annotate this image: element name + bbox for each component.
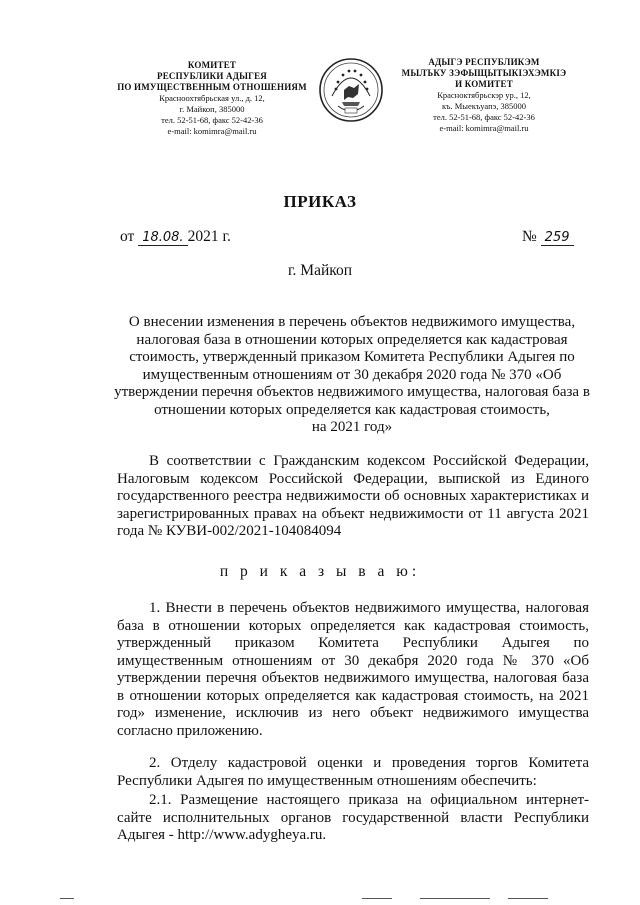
number-prefix: № [522, 228, 537, 245]
footer-artifact-line [362, 898, 392, 899]
footer-artifact-line [508, 898, 548, 899]
order-word: п р и к а з ы в а ю: [219, 563, 421, 580]
org-name-line2: РЕСПУБЛИКИ АДЫГЕЯ [157, 71, 267, 81]
org-name-adyghe-line3: И КОМИТЕТ [455, 79, 513, 89]
header-left-block [108, 60, 316, 137]
header-right-block [396, 57, 572, 134]
subject-line: налоговая база в отношении которых определяется как кадастровая [136, 331, 568, 348]
footer-artifact-line [60, 898, 74, 899]
document-number [522, 228, 574, 246]
footer-artifact-line [420, 898, 490, 899]
item-2-1-paragraph: 2.1. Размещение настоящего приказа на официальном интернет-сайте исполнительных органов государственной власти Республики Адыгея - http://www.adygheya.ru. [117, 792, 589, 843]
item-1-paragraph: 1. Внести в перечень объектов недвижимого имущества, налоговая база в отношении которых определяется как кадастровая стоимость, утвержденный приказом Комитета Республики Адыгея по имущественным отношениям от 30 декабря 2020 года № 370 «Об утверждении перечня объектов недвижимого имущества, налоговая база в отношении которых определяется как кадастровая стоимость, на 2021 год» изменение, исключив из него объект недвижимого имущества согласно приложению. [117, 600, 589, 739]
date-prefix: от [120, 228, 135, 245]
org-name-line3: ПО ИМУЩЕСТВЕННЫМ ОТНОШЕНИЯМ [117, 82, 307, 92]
org-address-adyghe: Красноктябрьскэр ур., 12, [437, 90, 531, 100]
org-email-adyghe: e-mail: komimra@mail.ru [439, 123, 529, 133]
preamble-paragraph [117, 453, 589, 541]
preamble-text: В соответствии с Гражданским кодексом Российской Федерации, Налоговым кодексом Российской Федерации, выпиской из Единого государственного реестра недвижимости об основных характеристиках и зарегистрированных правах на объект недвижимости от 11 августа 2021 года № КУВИ-002/2021-104084094 [117, 453, 589, 539]
org-city: г. Майкоп, 385000 [179, 104, 245, 114]
org-name-adyghe-line2: МЫЛЪКУ ЗЭФЫЩЫТЫКІЭХЭМКІЭ [401, 68, 567, 78]
org-phone: тел. 52-51-68, факс 52-42-36 [161, 115, 263, 125]
coat-of-arms-emblem-icon [318, 56, 384, 124]
org-name-adyghe-line1: АДЫГЭ РЕСПУБЛИКЭМ [428, 57, 540, 67]
subject-line: О внесении изменения в перечень объектов недвижимого имущества, [128, 314, 576, 330]
document-date [120, 228, 231, 246]
handwritten-number: 259 [541, 230, 574, 246]
org-name-line1: КОМИТЕТ [187, 60, 237, 70]
subject-line: стоимость, утвержденный приказом Комитета Республики Адыгея по [129, 349, 575, 365]
org-city-adyghe: къ. Мыекъуапэ, 385000 [441, 101, 527, 111]
subject-line: имущественным отношениям от 30 декабря 2020 года № 370 «Об [142, 366, 562, 383]
org-phone-adyghe: тел. 52-51-68, факс 52-42-36 [433, 112, 535, 122]
handwritten-date: 18.08. [138, 230, 187, 246]
subject-line: отношении которых определяется как кадастровая стоимость, [154, 401, 550, 418]
subject-line: утверждении перечня объектов недвижимого имущества, налоговая база в [114, 384, 590, 400]
org-email: e-mail: komimra@mail.ru [167, 126, 257, 136]
document-subject [112, 314, 592, 437]
org-address: Красноохтябрьская ул., д. 12, [159, 93, 265, 103]
document-city: г. Майкоп [287, 262, 353, 279]
subject-line: на 2021 год» [311, 419, 393, 435]
document-title: ПРИКАЗ [283, 192, 357, 211]
item-2-paragraph: 2. Отделу кадастровой оценки и проведения торгов Комитета Республики Адыгея по имущественным отношениям обеспечить: [117, 755, 589, 789]
date-year: 2021 г. [187, 228, 231, 245]
